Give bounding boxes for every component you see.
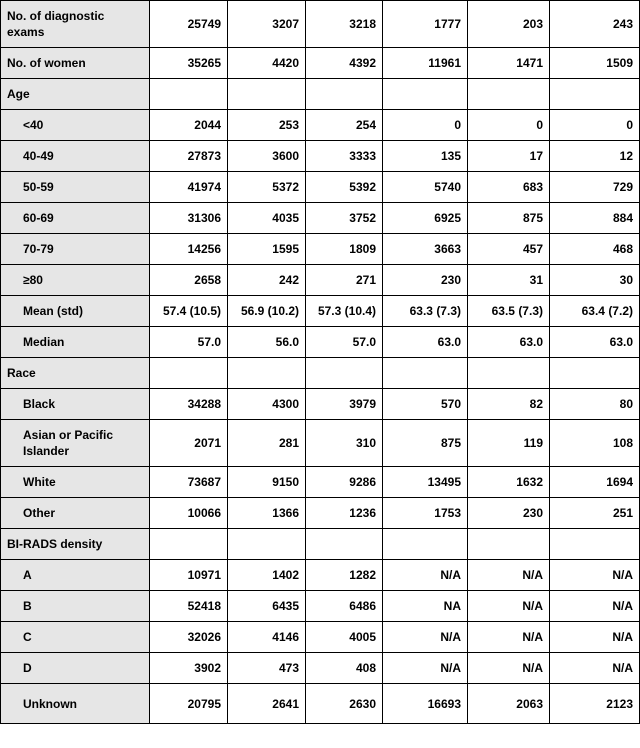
- table-cell: 1236: [306, 498, 383, 529]
- table-cell: [383, 529, 468, 560]
- table-cell: 31: [468, 265, 550, 296]
- table-cell: 468: [550, 234, 640, 265]
- table-cell: 1509: [550, 48, 640, 79]
- table-cell: [550, 358, 640, 389]
- table-cell: 3663: [383, 234, 468, 265]
- table-row: [1, 591, 640, 622]
- table-cell: 5392: [306, 172, 383, 203]
- table-row: [1, 529, 640, 560]
- table-cell: 1694: [550, 467, 640, 498]
- table-row: [1, 172, 640, 203]
- row-label: C: [1, 622, 150, 653]
- row-label: Age: [1, 79, 150, 110]
- table-cell: 35265: [150, 48, 228, 79]
- table-cell: 2658: [150, 265, 228, 296]
- table-cell: 2071: [150, 420, 228, 467]
- row-label: 60-69: [1, 203, 150, 234]
- table-cell: 4146: [228, 622, 306, 653]
- table-cell: 4300: [228, 389, 306, 420]
- table-cell: N/A: [383, 653, 468, 684]
- table-cell: [228, 79, 306, 110]
- table-cell: 73687: [150, 467, 228, 498]
- row-label: Black: [1, 389, 150, 420]
- table-cell: 251: [550, 498, 640, 529]
- table-cell: 63.0: [468, 327, 550, 358]
- table-cell: [383, 79, 468, 110]
- table-cell: 408: [306, 653, 383, 684]
- table-cell: N/A: [383, 622, 468, 653]
- table-cell: 1809: [306, 234, 383, 265]
- row-label: Unknown: [1, 684, 150, 724]
- table-cell: 457: [468, 234, 550, 265]
- table-row: [1, 358, 640, 389]
- table-cell: 1366: [228, 498, 306, 529]
- table-cell: 20795: [150, 684, 228, 724]
- row-label: <40: [1, 110, 150, 141]
- table-cell: 10971: [150, 560, 228, 591]
- table-body: [1, 1, 640, 724]
- table-cell: 3902: [150, 653, 228, 684]
- table-cell: 683: [468, 172, 550, 203]
- table-cell: [383, 358, 468, 389]
- table-cell: 0: [550, 110, 640, 141]
- table-cell: 243: [550, 1, 640, 48]
- table-row: [1, 1, 640, 48]
- row-label: No. of women: [1, 48, 150, 79]
- table-cell: [150, 529, 228, 560]
- table-cell: 56.0: [228, 327, 306, 358]
- table-row: [1, 653, 640, 684]
- table-cell: 6435: [228, 591, 306, 622]
- row-label: A: [1, 560, 150, 591]
- table-cell: 6925: [383, 203, 468, 234]
- table-cell: 52418: [150, 591, 228, 622]
- table-cell: 242: [228, 265, 306, 296]
- table-cell: 884: [550, 203, 640, 234]
- table-cell: 5740: [383, 172, 468, 203]
- table-cell: 11961: [383, 48, 468, 79]
- table-cell: 3218: [306, 1, 383, 48]
- table-cell: 4005: [306, 622, 383, 653]
- row-label: 40-49: [1, 141, 150, 172]
- table-row: [1, 684, 640, 724]
- table-cell: 271: [306, 265, 383, 296]
- row-label: Median: [1, 327, 150, 358]
- table-cell: 14256: [150, 234, 228, 265]
- table-cell: 63.0: [550, 327, 640, 358]
- table-cell: 4035: [228, 203, 306, 234]
- table-row: [1, 467, 640, 498]
- table-cell: 57.0: [150, 327, 228, 358]
- table-row: [1, 203, 640, 234]
- table-cell: 875: [383, 420, 468, 467]
- table-cell: N/A: [550, 653, 640, 684]
- table-cell: 5372: [228, 172, 306, 203]
- table-cell: 1402: [228, 560, 306, 591]
- table-cell: 2641: [228, 684, 306, 724]
- table-cell: 63.3 (7.3): [383, 296, 468, 327]
- table-cell: [468, 529, 550, 560]
- table-cell: 1777: [383, 1, 468, 48]
- table-cell: 9286: [306, 467, 383, 498]
- table-cell: 63.5 (7.3): [468, 296, 550, 327]
- table-cell: 3979: [306, 389, 383, 420]
- table-cell: N/A: [383, 560, 468, 591]
- table-cell: 31306: [150, 203, 228, 234]
- table-cell: N/A: [550, 591, 640, 622]
- table-cell: 6486: [306, 591, 383, 622]
- table-cell: 1282: [306, 560, 383, 591]
- row-label: D: [1, 653, 150, 684]
- table-row: [1, 420, 640, 467]
- table-cell: 108: [550, 420, 640, 467]
- table-cell: 230: [383, 265, 468, 296]
- table-cell: 56.9 (10.2): [228, 296, 306, 327]
- table-cell: 63.0: [383, 327, 468, 358]
- table-row: [1, 79, 640, 110]
- table-cell: 135: [383, 141, 468, 172]
- table-cell: 13495: [383, 467, 468, 498]
- table-cell: 9150: [228, 467, 306, 498]
- table-cell: [306, 529, 383, 560]
- table-cell: 203: [468, 1, 550, 48]
- table-cell: [150, 79, 228, 110]
- table-row: [1, 498, 640, 529]
- table-cell: 3333: [306, 141, 383, 172]
- table-cell: 25749: [150, 1, 228, 48]
- row-label: White: [1, 467, 150, 498]
- table-row: [1, 234, 640, 265]
- table-cell: N/A: [468, 591, 550, 622]
- table-cell: 1595: [228, 234, 306, 265]
- table-cell: N/A: [468, 653, 550, 684]
- table-cell: 310: [306, 420, 383, 467]
- table-cell: 729: [550, 172, 640, 203]
- row-label: Race: [1, 358, 150, 389]
- table-row: [1, 560, 640, 591]
- table-cell: [150, 358, 228, 389]
- table-cell: 4420: [228, 48, 306, 79]
- table-cell: NA: [383, 591, 468, 622]
- table-cell: 3752: [306, 203, 383, 234]
- table-cell: 119: [468, 420, 550, 467]
- table-cell: 2063: [468, 684, 550, 724]
- table-cell: 254: [306, 110, 383, 141]
- table-row: [1, 110, 640, 141]
- table-cell: 4392: [306, 48, 383, 79]
- row-label: Asian or Pacific Islander: [1, 420, 150, 467]
- table-cell: 16693: [383, 684, 468, 724]
- table-cell: 3600: [228, 141, 306, 172]
- table-cell: 2044: [150, 110, 228, 141]
- table-cell: N/A: [468, 560, 550, 591]
- table-cell: [468, 358, 550, 389]
- table-cell: 57.4 (10.5): [150, 296, 228, 327]
- table-cell: 12: [550, 141, 640, 172]
- row-label: ≥80: [1, 265, 150, 296]
- table-cell: 63.4 (7.2): [550, 296, 640, 327]
- table-cell: 230: [468, 498, 550, 529]
- table-cell: [228, 529, 306, 560]
- table-cell: 17: [468, 141, 550, 172]
- table-cell: 32026: [150, 622, 228, 653]
- table-cell: 82: [468, 389, 550, 420]
- table-cell: 10066: [150, 498, 228, 529]
- table-cell: 80: [550, 389, 640, 420]
- row-label: Other: [1, 498, 150, 529]
- table-cell: [468, 79, 550, 110]
- table-cell: 473: [228, 653, 306, 684]
- row-label: 70-79: [1, 234, 150, 265]
- table-row: [1, 141, 640, 172]
- table-cell: 57.0: [306, 327, 383, 358]
- table-cell: 3207: [228, 1, 306, 48]
- table-row: [1, 327, 640, 358]
- table-cell: [228, 358, 306, 389]
- table-cell: N/A: [550, 622, 640, 653]
- table-cell: 281: [228, 420, 306, 467]
- table-cell: 27873: [150, 141, 228, 172]
- table-cell: [550, 79, 640, 110]
- table-row: [1, 622, 640, 653]
- table-cell: 2630: [306, 684, 383, 724]
- table-cell: 57.3 (10.4): [306, 296, 383, 327]
- row-label: B: [1, 591, 150, 622]
- table-cell: 0: [468, 110, 550, 141]
- table-cell: 1753: [383, 498, 468, 529]
- table-cell: 0: [383, 110, 468, 141]
- table-cell: N/A: [468, 622, 550, 653]
- table-cell: 1632: [468, 467, 550, 498]
- table-cell: [306, 358, 383, 389]
- table-cell: [306, 79, 383, 110]
- table-row: [1, 389, 640, 420]
- table-cell: 1471: [468, 48, 550, 79]
- row-label: 50-59: [1, 172, 150, 203]
- table-cell: 253: [228, 110, 306, 141]
- table-cell: 875: [468, 203, 550, 234]
- table-row: [1, 48, 640, 79]
- table-cell: N/A: [550, 560, 640, 591]
- row-label: Mean (std): [1, 296, 150, 327]
- table-row: [1, 265, 640, 296]
- table-cell: 570: [383, 389, 468, 420]
- table-cell: [550, 529, 640, 560]
- table-cell: 2123: [550, 684, 640, 724]
- table-cell: 41974: [150, 172, 228, 203]
- table-row: [1, 296, 640, 327]
- table-cell: 30: [550, 265, 640, 296]
- row-label: No. of diagnostic exams: [1, 1, 150, 48]
- row-label: BI-RADS density: [1, 529, 150, 560]
- table-cell: 34288: [150, 389, 228, 420]
